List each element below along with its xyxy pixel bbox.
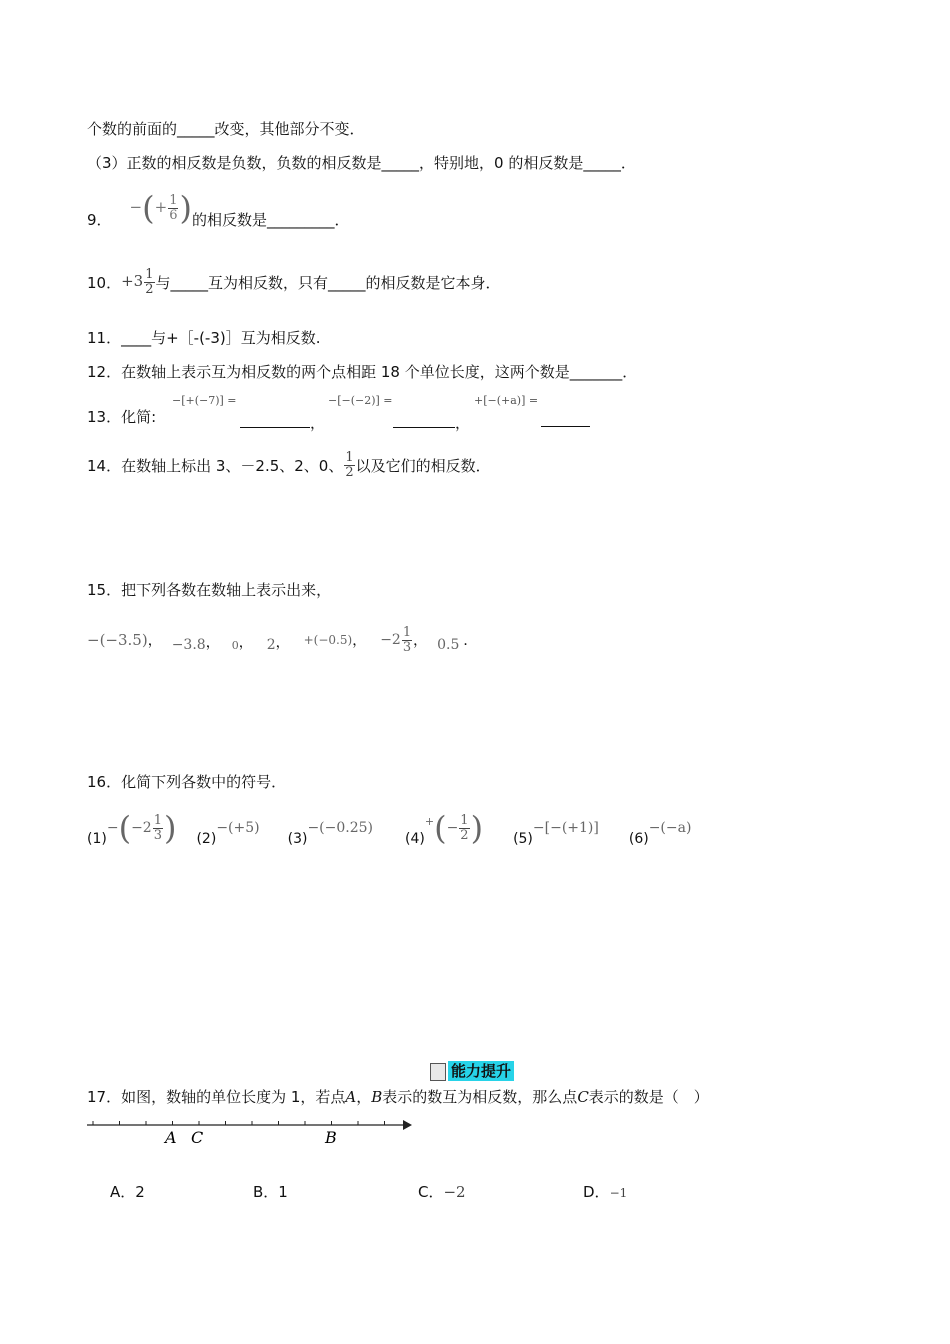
option-d[interactable] (583, 1181, 627, 1202)
q17-text-c: 表示的数是（ ） (588, 1088, 709, 1106)
q15-sep-6: ， (413, 633, 428, 649)
q9-inner-sign: + (154, 198, 168, 216)
q15-number-list (87, 618, 477, 662)
q13-answer-blank-3 (541, 412, 590, 431)
q13-answer-blank-2 (393, 412, 470, 433)
option-c-math: −2 (443, 1183, 466, 1201)
q10-number: 10． (87, 273, 122, 292)
q16-label-4: (4) (405, 831, 425, 847)
q14-numerator: 1 (345, 450, 354, 465)
q16-expression-3: −(−0.25) (307, 820, 374, 836)
q9-expression: −(+ $\frac{1}{6}$ ) (129, 189, 192, 227)
q17-text-b: 表示的数互为相反数，那么点 (382, 1088, 578, 1106)
option-c-label: C． (418, 1183, 444, 1201)
q15-item-mixed (380, 626, 413, 654)
q17-sep: ， (356, 1088, 372, 1106)
question-14 (87, 451, 491, 479)
axis-label-b: B (325, 1128, 337, 1147)
number-line (87, 1113, 417, 1149)
q15-sep-1: ， (147, 633, 162, 649)
q15-item-5: +(−0.5) (303, 633, 353, 647)
q15-mixed-whole: −2 (380, 632, 401, 648)
q16-expression-1: − ( −2 $\frac{1}{3}$ ) (106, 809, 177, 847)
text-line-1: 个数的前面的_____改变，其他部分不变． (87, 120, 365, 138)
q13-sep-1: ， (310, 414, 326, 432)
axis-label-a: A (165, 1128, 177, 1147)
q15-item-2: −3.8 (171, 637, 206, 653)
question-15-title: 15．把下列各数在数轴上表示出来， (87, 581, 332, 599)
q16-label-5: (5) (513, 831, 533, 847)
q16-expressions (87, 802, 691, 854)
q16-e1-denominator: 3 (153, 827, 162, 843)
text-line-2: （3）正数的相反数是负数，负数的相反数是_____，特别地，0 的相反数是_____． (87, 154, 636, 172)
option-b[interactable]: B．1 (253, 1183, 288, 1201)
q15-item-1: −(−3.5) (87, 631, 148, 649)
q17-point-b: B (371, 1088, 383, 1106)
question-9 (87, 183, 349, 233)
q15-end: ． (463, 633, 478, 649)
q9-numerator: 1 (169, 192, 178, 208)
q13-answer-blank-1 (240, 412, 325, 433)
q16-e1-whole: −2 (131, 820, 152, 836)
q13-expression-3: +[−(+a)] = (474, 394, 539, 407)
q16-expression-6: −(−a) (648, 820, 692, 836)
q16-e4-numerator: 1 (460, 812, 469, 828)
option-c[interactable] (418, 1181, 466, 1202)
question-17 (87, 1086, 709, 1107)
q16-label-6: (6) (628, 831, 649, 847)
question-16-title: 16．化简下列各数中的符号． (87, 773, 287, 791)
axis-label-c: C (191, 1128, 204, 1147)
section-checkbox-icon (430, 1063, 446, 1081)
question-10 (87, 268, 501, 296)
section-title: 能力提升 (448, 1061, 514, 1081)
q13-expression-1: −[+(−7)] = (172, 394, 237, 407)
q9-sign: − (129, 198, 143, 216)
q14-denominator: 2 (345, 464, 354, 480)
option-d-label: D． (583, 1183, 610, 1201)
q14-text-a: 14．在数轴上标出 3、－2.5、2、0、 (87, 456, 344, 475)
number-line-arrow-icon (403, 1120, 412, 1130)
q16-expression-4: + ( − $\frac{1}{2}$ ) (424, 809, 484, 847)
q10-numerator: 1 (145, 267, 154, 282)
q17-text-a: 17．如图，数轴的单位长度为 1，若点 (87, 1088, 346, 1106)
q17-point-a: A (345, 1088, 357, 1106)
q16-expression-5: −[−(+1)] (532, 820, 599, 836)
q10-whole: +3 (121, 272, 144, 291)
q15-item-4: 2 (266, 637, 276, 653)
q16-e4-inner: − (446, 820, 459, 836)
section-heading (430, 1060, 514, 1081)
q9-denominator: 6 (169, 207, 178, 223)
question-11: 11．____与+［-(-3)］互为相反数. (87, 329, 321, 347)
option-a[interactable]: A．2 (110, 1183, 145, 1201)
q13-expression-2: −[−(−2)] = (328, 394, 393, 407)
q15-mixed-denominator: 3 (402, 639, 412, 655)
q10-expression (121, 268, 155, 296)
q16-e4-denominator: 2 (460, 827, 469, 843)
q15-item-6: 0.5 (437, 637, 460, 653)
q16-expression-2: −(+5) (216, 820, 260, 836)
q13-sep-2: ， (455, 414, 471, 432)
q16-e4-sign: + (424, 814, 435, 828)
q15-item-3: 0 (231, 638, 239, 652)
option-d-math: −1 (609, 1186, 628, 1200)
q16-e1-numerator: 1 (153, 812, 162, 828)
q15-mixed-numerator: 1 (402, 624, 412, 640)
q10-text: 与_____互为相反数，只有_____的相反数是它本身． (155, 273, 501, 292)
q17-point-c: C (577, 1088, 589, 1106)
q16-label-2: (2) (196, 831, 217, 847)
q15-sep-4: ， (275, 635, 290, 651)
q16-label-1: (1) (87, 831, 107, 847)
q15-sep-2: ， (205, 635, 220, 651)
q14-text-b: 以及它们的相反数． (355, 456, 491, 475)
q10-denominator: 2 (145, 281, 154, 297)
q9-number: 9． (87, 210, 112, 229)
question-12: 12．在数轴上表示互为相反数的两个点相距 18 个单位长度，这两个数是_______． (87, 363, 638, 381)
question-13-number: 13．化简: (87, 408, 157, 426)
q16-label-3: (3) (287, 831, 308, 847)
q16-e1-sign: − (106, 820, 119, 836)
q14-fraction (343, 451, 355, 479)
q15-sep-3: ， (238, 635, 253, 651)
q15-sep-5: ， (352, 633, 367, 649)
q9-text: 的相反数是_________． (191, 210, 350, 229)
